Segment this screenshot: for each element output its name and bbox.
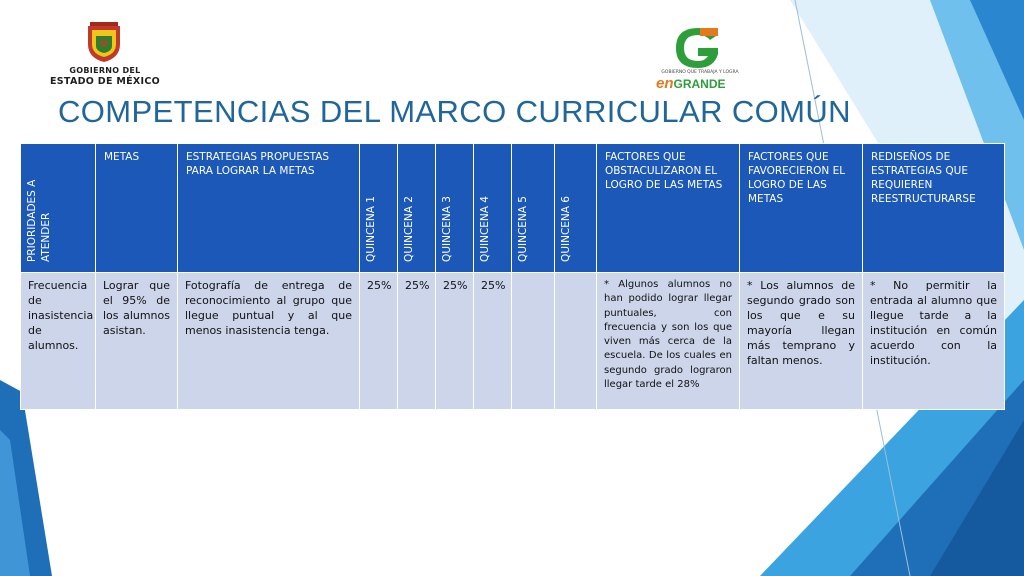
table-header-row <box>21 144 1005 273</box>
logo-left-line1: GOBIERNO DEL <box>69 66 141 75</box>
cell-redisenos: * No permitir la entrada al alumno que llegue tarde a la institución en común acuerdo con la institución. <box>863 273 1005 410</box>
page-title: COMPETENCIAS DEL MARCO CURRICULAR COMÚN <box>58 94 851 129</box>
cell-quincena-4: 25% <box>474 273 512 410</box>
cell-estrategia: Fotografía de entrega de reconocimiento al grupo que llegue puntual y al que menos inasistencia tenga. <box>178 273 360 410</box>
gobierno-estado-mexico-logo <box>32 14 178 88</box>
table-row <box>21 273 1005 410</box>
header-quincena-5: QUINCENA 5 <box>512 144 555 273</box>
logo-right-brand <box>656 75 726 92</box>
cell-quincena-2: 25% <box>398 273 436 410</box>
header-quincena-2: QUINCENA 2 <box>398 144 436 273</box>
cell-quincena-5 <box>512 273 555 410</box>
brand-en: en <box>656 75 674 92</box>
cell-prioridad: Frecuencia de inasistencia de alumnos. <box>21 273 96 410</box>
header-factores-obstaculizaron: FACTORES QUE OBSTACULIZARON EL LOGRO DE LAS METAS <box>597 144 740 273</box>
g-letter-icon <box>670 26 724 70</box>
cell-quincena-1: 25% <box>360 273 398 410</box>
header-estrategias: ESTRATEGIAS PROPUESTAS PARA LOGRAR LA METAS <box>178 144 360 273</box>
logo-left-line2: ESTADO DE MÉXICO <box>49 76 161 87</box>
brand-grande: GRANDE <box>673 77 726 91</box>
cell-factores-obstaculizaron: * Algunos alumnos no han podido lograr llegar puntuales, con frecuencia y son los que viven más cerca de la escuela. De los cuales en segundo grado lograron llegar tarde el 28% <box>597 273 740 410</box>
header-factores-favorecieron: FACTORES QUE FAVORECIERON EL LOGRO DE LAS METAS <box>740 144 863 273</box>
cell-quincena-6 <box>555 273 597 410</box>
cell-factores-favorecieron: * Los alumnos de segundo grado son los que e su mayoría llegan más temprano y faltan menos. <box>740 273 863 410</box>
header-quincena-6: QUINCENA 6 <box>555 144 597 273</box>
header-quincena-4: QUINCENA 4 <box>474 144 512 273</box>
header-quincena-3: QUINCENA 3 <box>436 144 474 273</box>
engrande-logo <box>640 26 760 96</box>
header-prioridades: PRIORIDADES A ATENDER <box>21 144 96 273</box>
logo-right-tagline: GOBIERNO QUE TRABAJA Y LOGRA <box>661 70 739 75</box>
header-metas: METAS <box>96 144 178 273</box>
competencias-table <box>20 143 1005 410</box>
cell-quincena-3: 25% <box>436 273 474 410</box>
header-redisenos: REDISEÑOS DE ESTRATEGIAS QUE REQUIEREN REESTRUCTURARSE <box>863 144 1005 273</box>
coat-of-arms-icon <box>82 20 126 64</box>
cell-meta: Lograr que el 95% de los alumnos asistan. <box>96 273 178 410</box>
header-quincena-1: QUINCENA 1 <box>360 144 398 273</box>
